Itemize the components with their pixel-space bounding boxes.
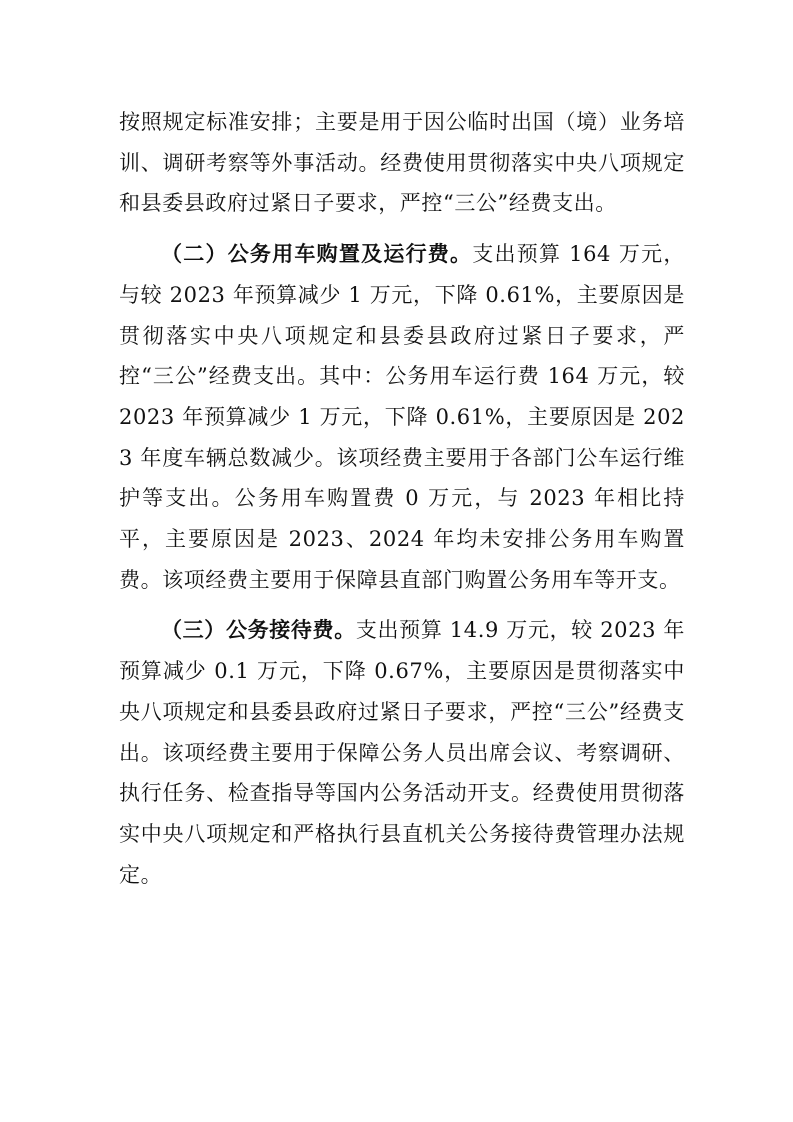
paragraph-foreign-travel [119, 102, 685, 224]
section-heading-reception: （三）公务接待费。 [161, 618, 356, 643]
paragraph-text: 按照规定标准安排；主要是用于因公临时出国（境）业务培训、调研考察等外事活动。经费使用贯彻落实中央八项规定和县委县政府过紧日子要求，严控“三公”经费支出。 [119, 110, 685, 216]
section-heading-vehicle: （二）公务用车购置及运行费。 [161, 242, 473, 267]
document-body [119, 102, 685, 895]
paragraph-text: 支出预算 164 万元，与较 2023 年预算减少 1 万元，下降 0.61%，主要原因是贯彻落实中央八项规定和县委县政府过紧日子要求，严控“三公”经费支出。其中：公务用车运行费 164 万元，较 2023 年预算减少 1 万元，下降 0.61%，主要原因是 2023 年度车辆总数减少。该项经费主要用于各部门公车运行维护等支出。公务用车购置费 0 万元，与 2023 年相比持平，主要原因是 2023、2024 年均未安排公务用车购置费。该项经费主要用于保障县直部门购置公务用车等开支。 [119, 242, 685, 592]
paragraph-text: 支出预算 14.9 万元，较 2023 年预算减少 0.1 万元，下降 0.67%，主要原因是贯彻落实中央八项规定和县委县政府过紧日子要求，严控“三公”经费支出。该项经费主要用于保障公务人员出席会议、考察调研、执行任务、检查指导等国内公务活动开支。经费使用贯彻落实中央八项规定和严格执行县直机关公务接待费管理办法规定。 [119, 618, 685, 887]
paragraph-vehicle-expenses [119, 234, 685, 600]
paragraph-reception-expenses [119, 610, 685, 895]
